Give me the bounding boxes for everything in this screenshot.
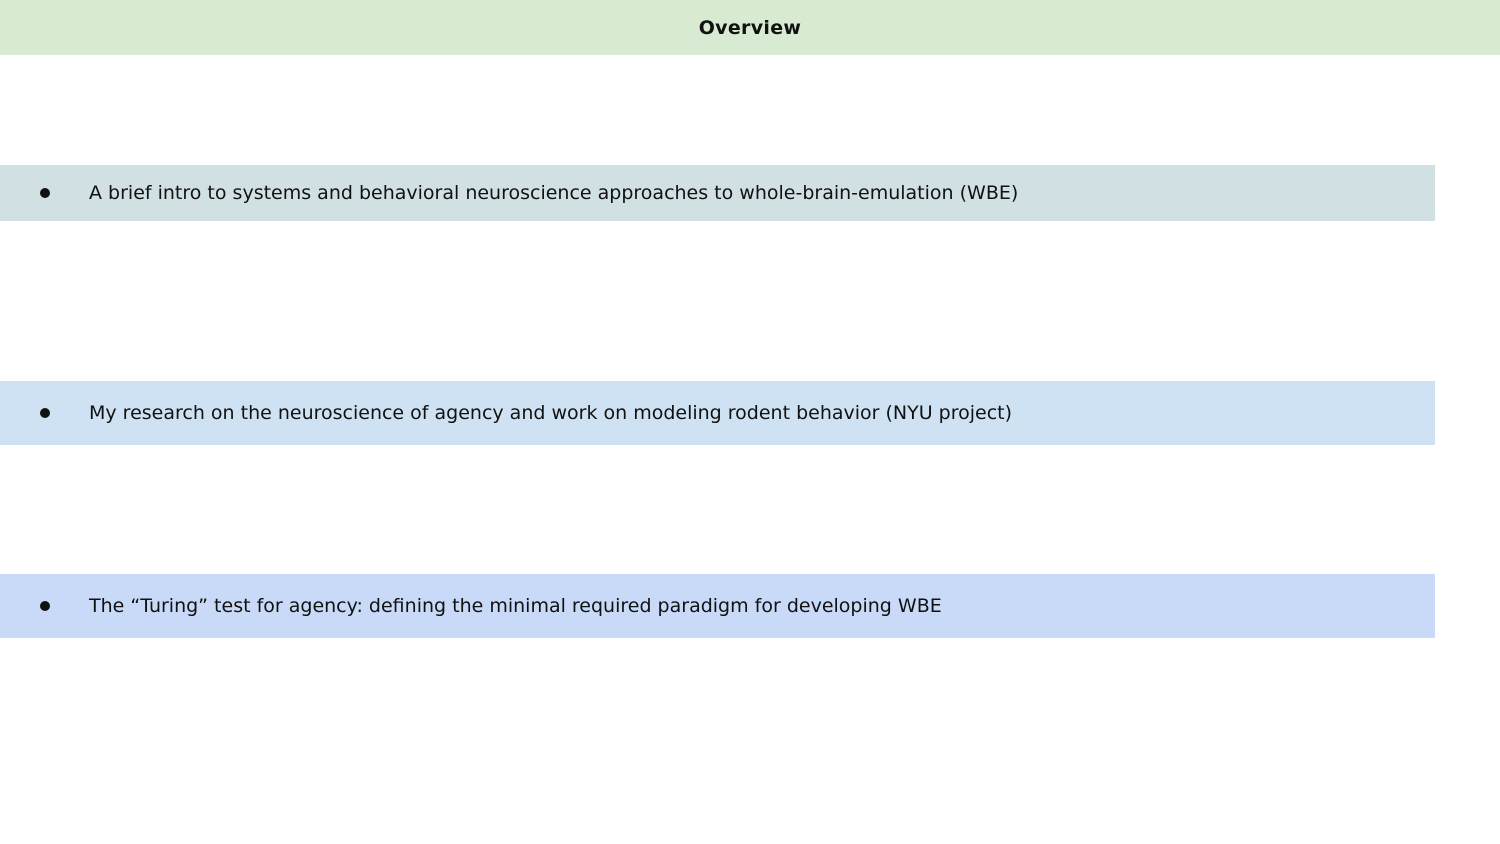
- bullet-text-1: A brief intro to systems and behavioral neuroscience approaches to whole-brain-emulation (WBE): [89, 182, 1019, 204]
- bullet-row-3: [0, 574, 1435, 638]
- bullet-dot-icon: [40, 601, 50, 611]
- bullet-row-2: [0, 381, 1435, 445]
- title-bar: [0, 0, 1500, 55]
- bullet-text-2: My research on the neuroscience of agency and work on modeling rodent behavior (NYU project): [89, 402, 1013, 424]
- bullet-dot-icon: [40, 188, 50, 198]
- bullet-dot-icon: [40, 408, 50, 418]
- slide-title: Overview: [698, 16, 802, 39]
- bullet-text-3: The “Turing” test for agency: defining the minimal required paradigm for developing WBE: [89, 595, 942, 617]
- bullet-row-1: [0, 165, 1435, 221]
